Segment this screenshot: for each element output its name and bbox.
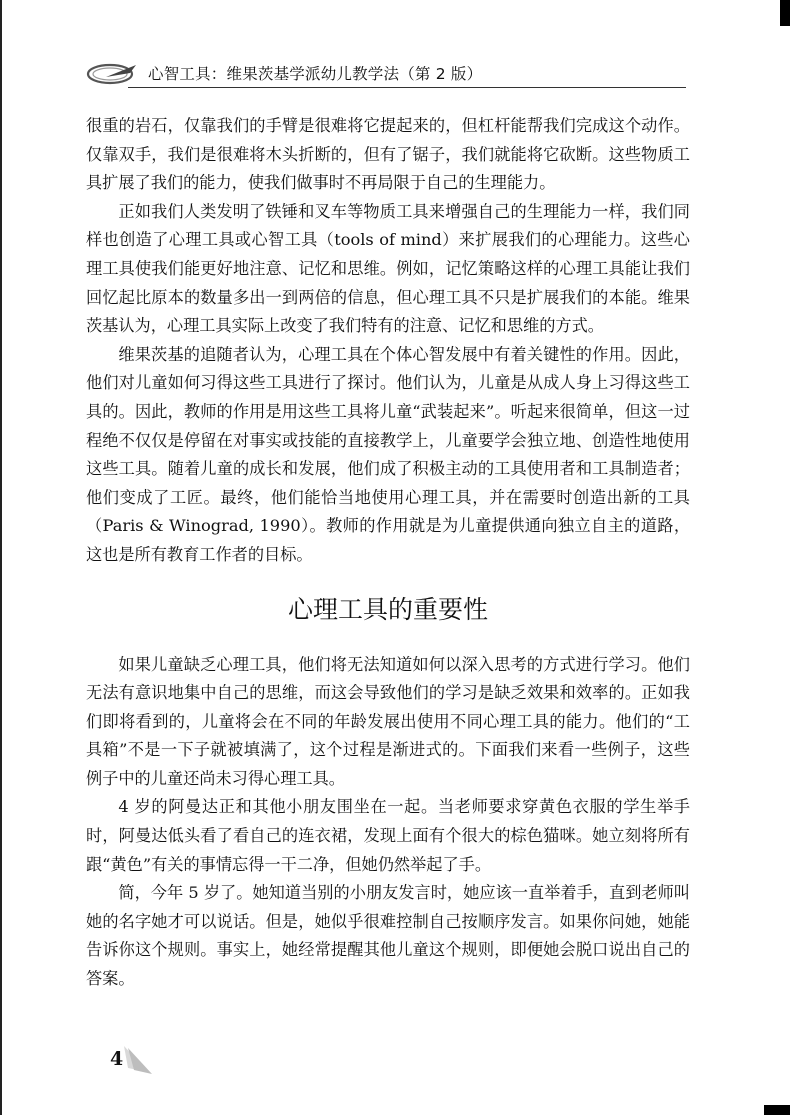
page-left-border	[0, 0, 2, 1115]
corner-mark-bottom	[764, 1105, 790, 1115]
paragraph-1: 很重的岩石，仅靠我们的手臂是很难将它提起来的，但杠杆能帮我们完成这个动作。仅靠双手，我们是很难将木头折断的，但有了锯子，我们就能将它砍断。这些物质工具扩展了我们的能力，使我们做事时不再局限于自己的生理能力。	[86, 116, 690, 193]
header-rule	[128, 87, 686, 88]
paragraph-5: 4 岁的阿曼达正和其他小朋友围坐在一起。当老师要求穿黄色衣服的学生举手时，阿曼达低头看了看自己的连衣裙，发现上面有个很大的棕色猫咪。她立刻将所有跟“黄色”有关的事情忘得一干二净，但她仍然举起了手。	[86, 797, 690, 874]
paragraph-3: 维果茨基的追随者认为，心理工具在个体心智发展中有着关键性的作用。因此，他们对儿童如何习得这些工具进行了探讨。他们认为，儿童是从成人身上习得这些工具的。因此，教师的作用是用这些工具将儿童“武装起来”。听起来很简单，但这一过程绝不仅仅是停留在对事实或技能的直接教学上，儿童要学会独立地、创造性地使用这些工具。随着儿童的成长和发展，他们成了积极主动的工具使用者和工具制造者；他们变成了工匠。最终，他们能恰当地使用心理工具，并在需要时创造出新的工具（Paris & Winograd, 1990）。教师的作用就是为儿童提供通向独立自主的道路，这也是所有教育工作者的目标。	[86, 344, 690, 564]
swoosh-arrow-icon	[86, 60, 146, 88]
page-number: 4	[110, 1048, 124, 1070]
page-corner-icon	[118, 1044, 166, 1076]
corner-mark-top	[780, 0, 790, 26]
paragraph-6: 简，今年 5 岁了。她知道当别的小朋友发言时，她应该一直举着手，直到老师叫她的名字她才可以说话。但是，她似乎很难控制自己按顺序发言。如果你问她，她能告诉你这个规则。事实上，她经常提醒其他儿童这个规则，即便她会脱口说出自己的答案。	[86, 883, 690, 989]
body-text	[86, 112, 690, 994]
paragraph-2: 正如我们人类发明了铁锤和叉车等物质工具来增强自己的生理能力一样，我们同样也创造了心理工具或心智工具（tools of mind）来扩展我们的心理能力。这些心理工具使我们能更好地注意、记忆和思维。例如，记忆策略这样的心理工具能让我们回忆起比原本的数量多出一到两倍的信息，但心理工具不只是扩展我们的本能。维果茨基认为，心理工具实际上改变了我们特有的注意、记忆和思维的方式。	[86, 201, 690, 336]
section-heading: 心理工具的重要性	[287, 594, 488, 624]
paragraph-4: 如果儿童缺乏心理工具，他们将无法知道如何以深入思考的方式进行学习。他们无法有意识地集中自己的思维，而这会导致他们的学习是缺乏效果和效率的。正如我们即将看到的，儿童将会在不同的年龄发展出使用不同心理工具的能力。他们的“工具箱”不是一下子就被填满了，这个过程是渐进式的。下面我们来看一些例子，这些例子中的儿童还尚未习得心理工具。	[86, 654, 690, 788]
running-header	[86, 60, 686, 90]
header-title: 心智工具：维果茨基学派幼儿教学法（第 2 版）	[148, 65, 483, 83]
